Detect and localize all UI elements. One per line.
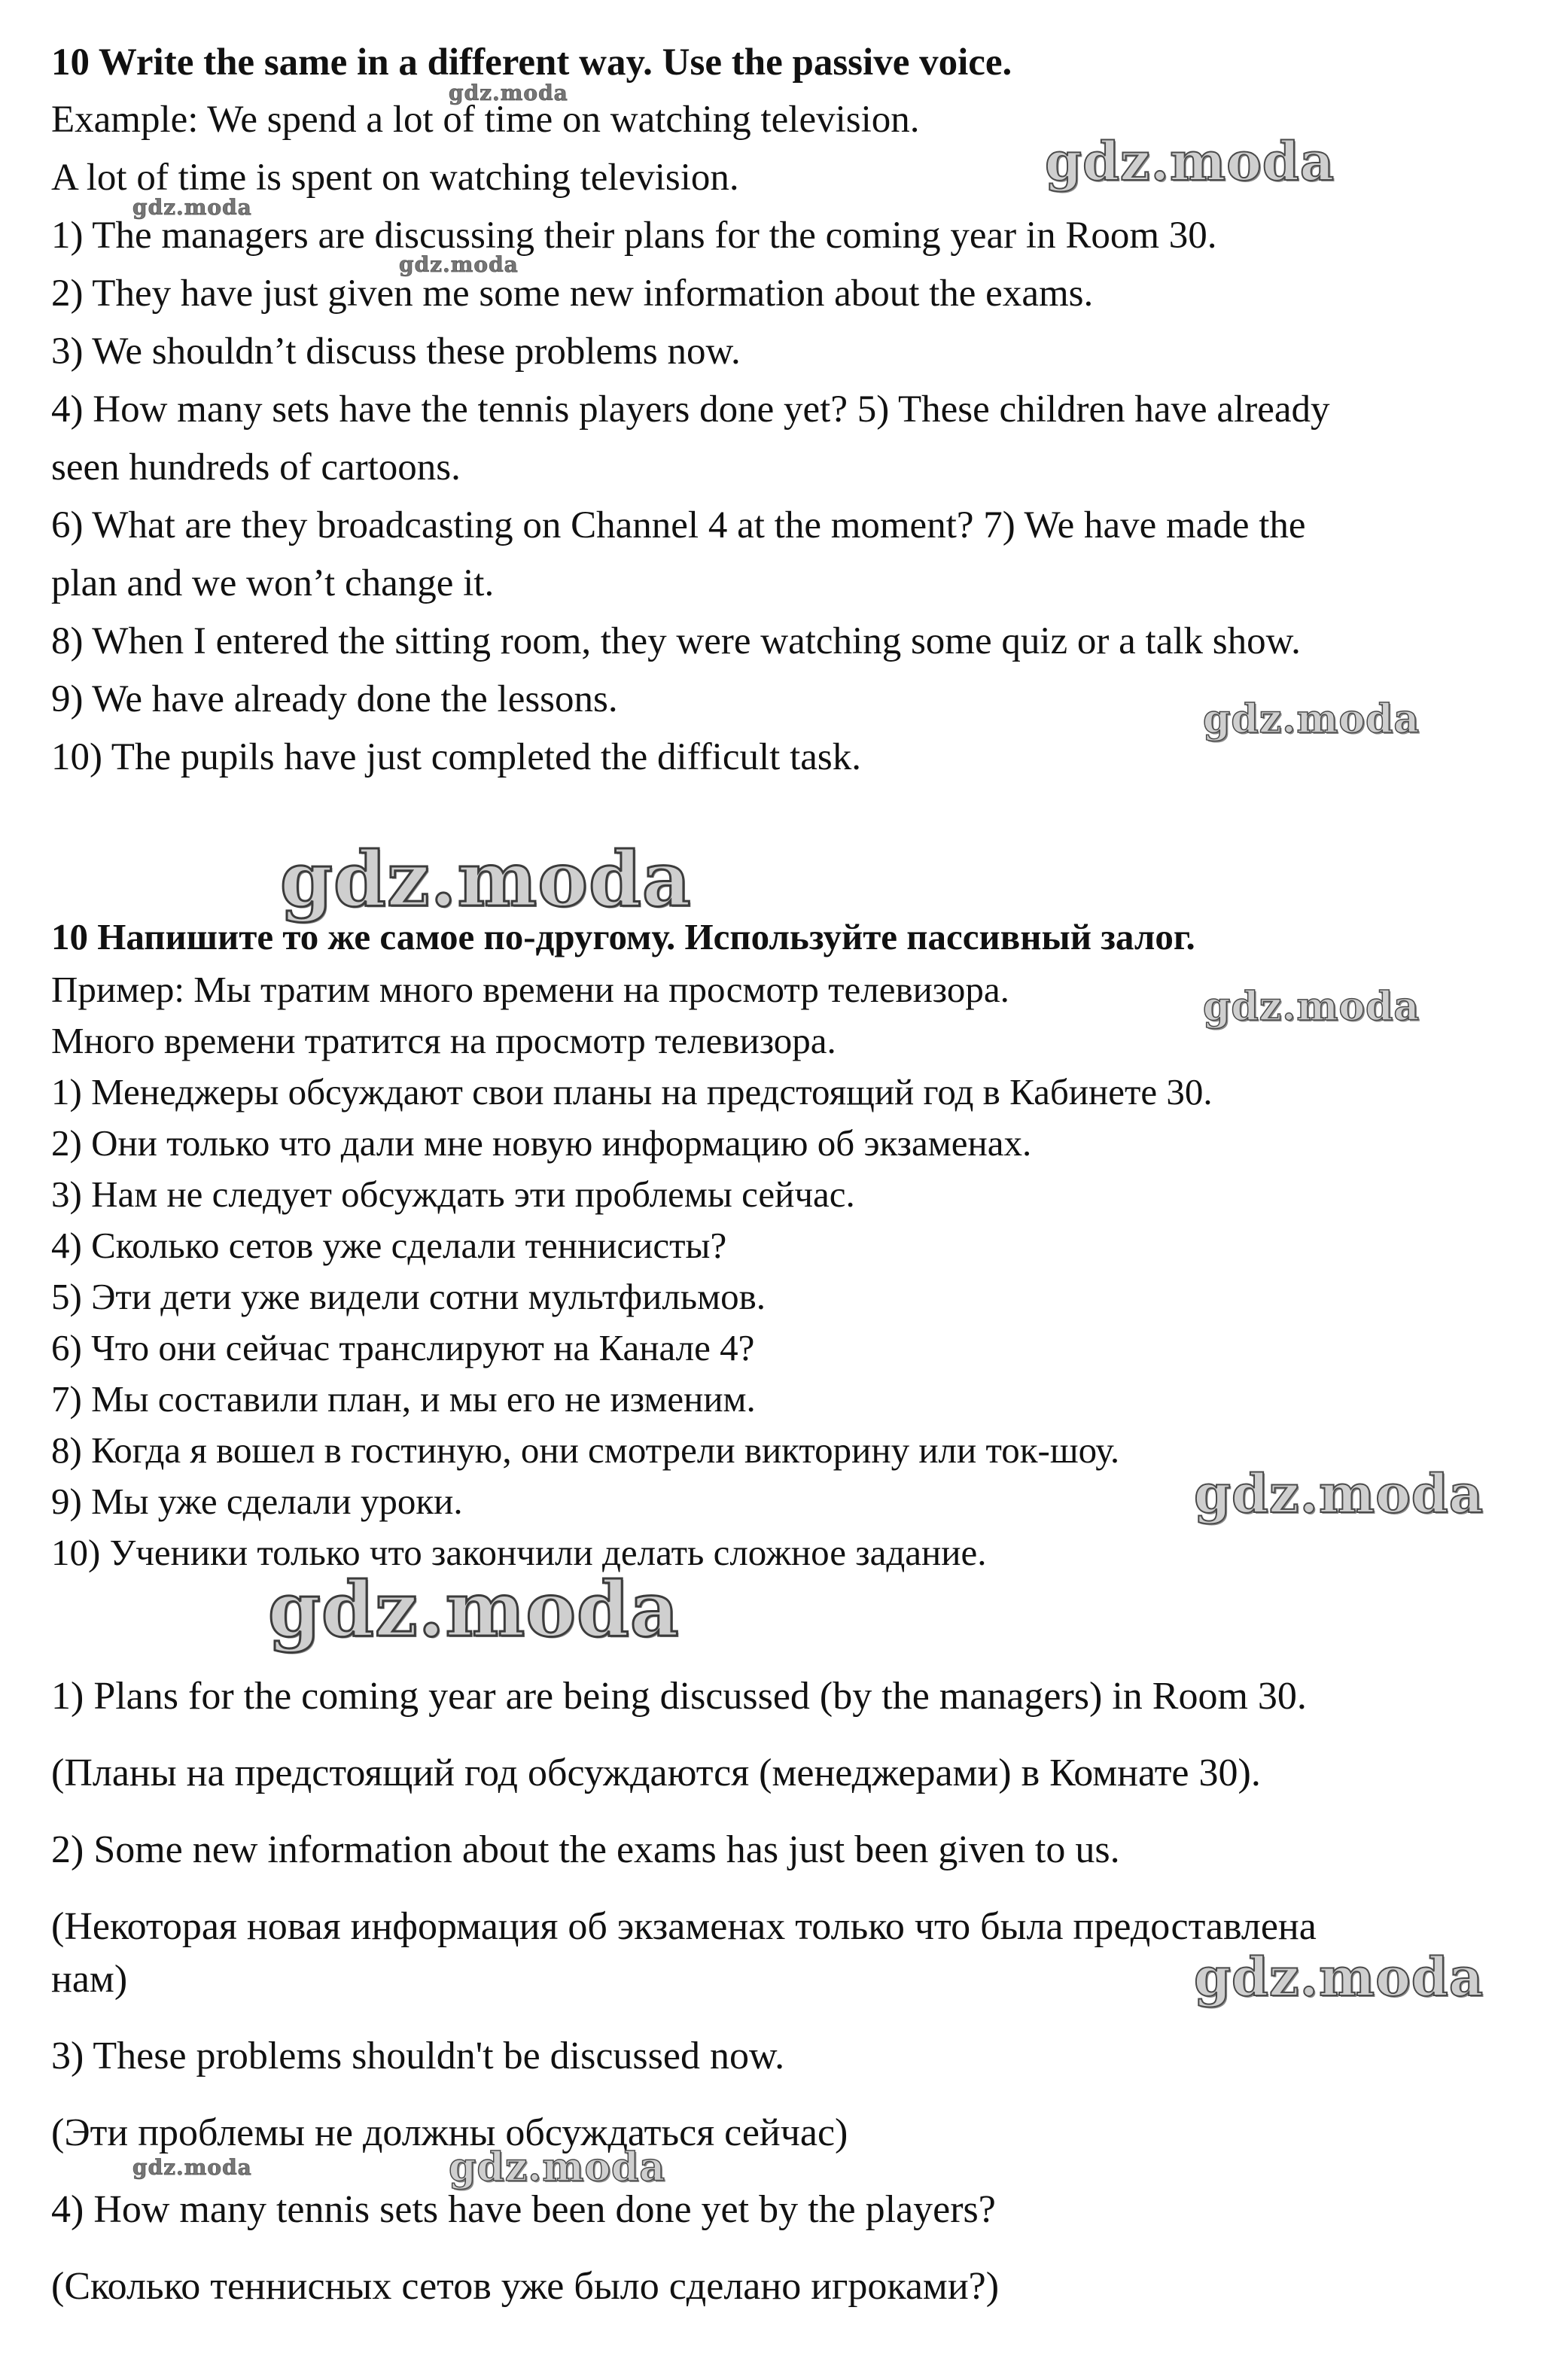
answer-4-english: 4) How many tennis sets have been done yet by the players? [51, 2188, 996, 2231]
russian-item-4: 4) Сколько сетов уже сделали теннисисты? [51, 1225, 727, 1266]
russian-example-line: Пример: Мы тратим много времени на просмотр телевизора. [51, 969, 1009, 1010]
answer-1-russian: (Планы на предстоящий год обсуждаются (менеджерами) в Комнате 30). [51, 1752, 1261, 1794]
english-example-answer: A lot of time is spent on watching television. [51, 157, 739, 199]
english-item-4-5: 4) How many sets have the tennis players done yet? 5) These children have already [51, 388, 1330, 431]
russian-item-3: 3) Нам не следует обсуждать эти проблемы сейчас. [51, 1173, 855, 1215]
english-example-line: Example: We spend a lot of time on watching television. [51, 99, 920, 141]
watermark-logo: gdz.moda [449, 81, 568, 105]
english-item-6-7: 6) What are they broadcasting on Channel 4 at the moment? 7) We have made the [51, 504, 1306, 546]
russian-item-6: 6) Что они сейчас транслируют на Канале 4? [51, 1327, 755, 1368]
watermark-logo: gdz.moda [1194, 1463, 1484, 1525]
answer-3-russian: (Эти проблемы не должны обсуждаться сейчас) [51, 2111, 848, 2154]
english-item-1: 1) The managers are discussing their plans for the coming year in Room 30. [51, 215, 1217, 257]
english-item-2: 2) They have just given me some new information about the exams. [51, 272, 1094, 315]
russian-item-1: 1) Менеджеры обсуждают свои планы на предстоящий год в Кабинете 30. [51, 1071, 1213, 1113]
watermark-logo: gdz.moda [1194, 1946, 1484, 2008]
watermark-logo: gdz.moda [399, 252, 519, 277]
answer-2-russian: (Некоторая новая информация об экзаменах только что была предоставлена [51, 1905, 1317, 1948]
russian-task-title: 10 Напишите то же самое по-другому. Используйте пассивный залог. [51, 916, 1195, 957]
watermark-logo: gdz.moda [280, 835, 692, 924]
answer-4-russian: (Сколько теннисных сетов уже было сделано игроками?) [51, 2265, 1000, 2308]
russian-item-8: 8) Когда я вошел в гостиную, они смотрели викторину или ток-шоу. [51, 1429, 1120, 1471]
english-item-7-cont: plan and we won’t change it. [51, 562, 495, 604]
english-item-9: 9) We have already done the lessons. [51, 678, 618, 720]
watermark-logo: gdz.moda [1045, 130, 1335, 193]
watermark-logo: gdz.moda [132, 2155, 252, 2180]
answer-2-russian-cont: нам) [51, 1958, 128, 2001]
watermark-logo: gdz.moda [1203, 696, 1420, 742]
answer-3-english: 3) These problems shouldn't be discussed now. [51, 2035, 785, 2077]
answer-1-english: 1) Plans for the coming year are being discussed (by the managers) in Room 30. [51, 1675, 1307, 1718]
answer-2-english: 2) Some new information about the exams has just been given to us. [51, 1828, 1120, 1871]
russian-example-answer: Много времени тратится на просмотр телевизора. [51, 1020, 836, 1061]
watermark-logo: gdz.moda [132, 195, 252, 220]
russian-item-2: 2) Они только что дали мне новую информацию об экзаменах. [51, 1122, 1032, 1164]
russian-item-9: 9) Мы уже сделали уроки. [51, 1481, 463, 1522]
english-item-8: 8) When I entered the sitting room, they were watching some quiz or a talk show. [51, 620, 1301, 662]
russian-item-10: 10) Ученики только что закончили делать сложное задание. [51, 1532, 987, 1573]
watermark-logo: gdz.moda [268, 1565, 680, 1654]
english-task-title: 10 Write the same in a different way. Use the passive voice. [51, 41, 1012, 84]
watermark-logo: gdz.moda [1203, 984, 1420, 1030]
english-item-3: 3) We shouldn’t discuss these problems now. [51, 330, 741, 373]
english-item-10: 10) The pupils have just completed the difficult task. [51, 736, 861, 778]
watermark-logo: gdz.moda [449, 2144, 666, 2190]
russian-item-7: 7) Мы составили план, и мы его не изменим. [51, 1378, 756, 1420]
english-item-5-cont: seen hundreds of cartoons. [51, 446, 461, 489]
russian-item-5: 5) Эти дети уже видели сотни мультфильмов. [51, 1276, 766, 1317]
